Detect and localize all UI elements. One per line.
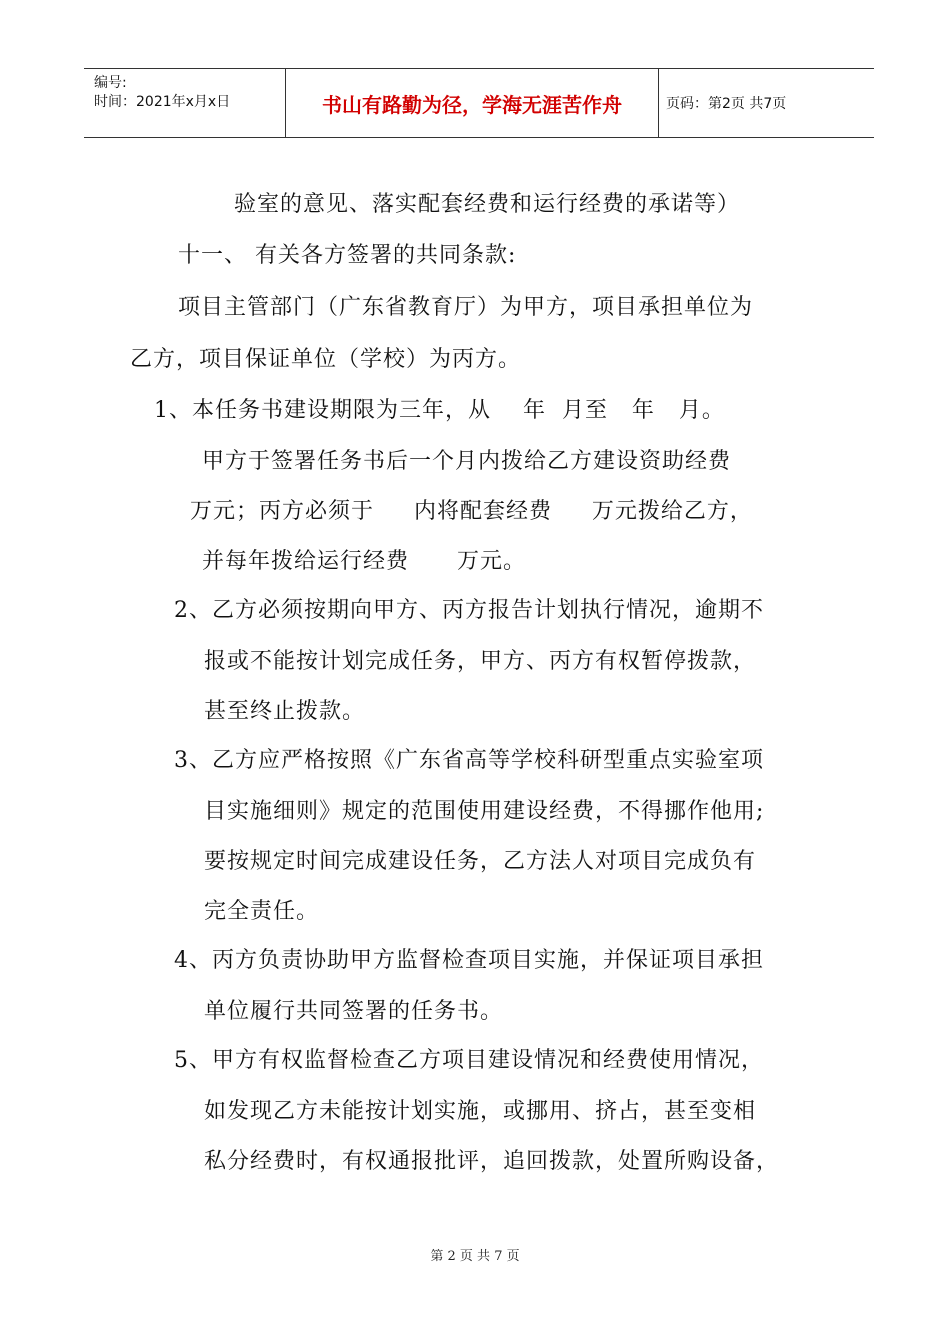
clause-5: 5、甲方有权监督检查乙方项目建设情况和经费使用情况， [174,1048,764,1073]
clause-4: 4、丙方负责协助甲方监督检查项目实施，并保证项目承担 [174,948,764,973]
section-heading: 十一、 有关各方签署的共同条款: [178,243,517,268]
body-line: 单位履行共同签署的任务书。 [204,999,504,1024]
body-line: 报或不能按计划完成任务，甲方、丙方有权暂停拨款， [204,649,757,674]
body-line: 目实施细则》规定的范围使用建设经费，不得挪作他用; [204,799,765,824]
body-line: 验室的意见、落实配套经费和运行经费的承诺等） [234,192,741,217]
body-line: 万元；丙方必须于 内将配套经费 万元拨给乙方， [190,499,753,524]
body-line: 如发现乙方未能按计划实施，或挪用、挤占，甚至变相 [204,1099,757,1124]
body-line: 完全责任。 [204,899,320,924]
body-line: 甚至终止拨款。 [204,699,366,724]
clause-3: 3、乙方应严格按照《广东省高等学校科研型重点实验室项 [174,748,764,773]
body-line: 乙方，项目保证单位（学校）为丙方。 [130,347,522,372]
body-line: 要按规定时间完成建设任务，乙方法人对项目完成负有 [204,849,757,874]
header-motto: 书山有路勤为径，学海无涯苦作舟 [322,92,622,117]
clause-2: 2、乙方必须按期向甲方、丙方报告计划执行情况，逾期不 [174,598,764,623]
clause-1: 1、本任务书建设期限为三年，从 年 月至 年 月。 [154,398,725,423]
time-label: 时间：2021年x月x日 [94,94,231,110]
body-line: 项目主管部门（广东省教育厅）为甲方，项目承担单位为 [178,295,754,320]
header-page-info: 页码：第2页 共7页 [666,96,787,112]
body-line: 甲方于签署任务书后一个月内拨给乙方建设资助经费 [202,449,732,474]
header-meta [84,69,284,137]
number-label: 编号: [94,75,127,91]
body-line: 私分经费时，有权通报批评，追回拨款，处置所购设备， [204,1149,780,1174]
page-footer: 第 2 页 共 7 页 [430,1249,520,1264]
body-line: 并每年拨给运行经费 万元。 [202,549,526,574]
header-divider [658,69,659,137]
page-header [84,68,874,138]
